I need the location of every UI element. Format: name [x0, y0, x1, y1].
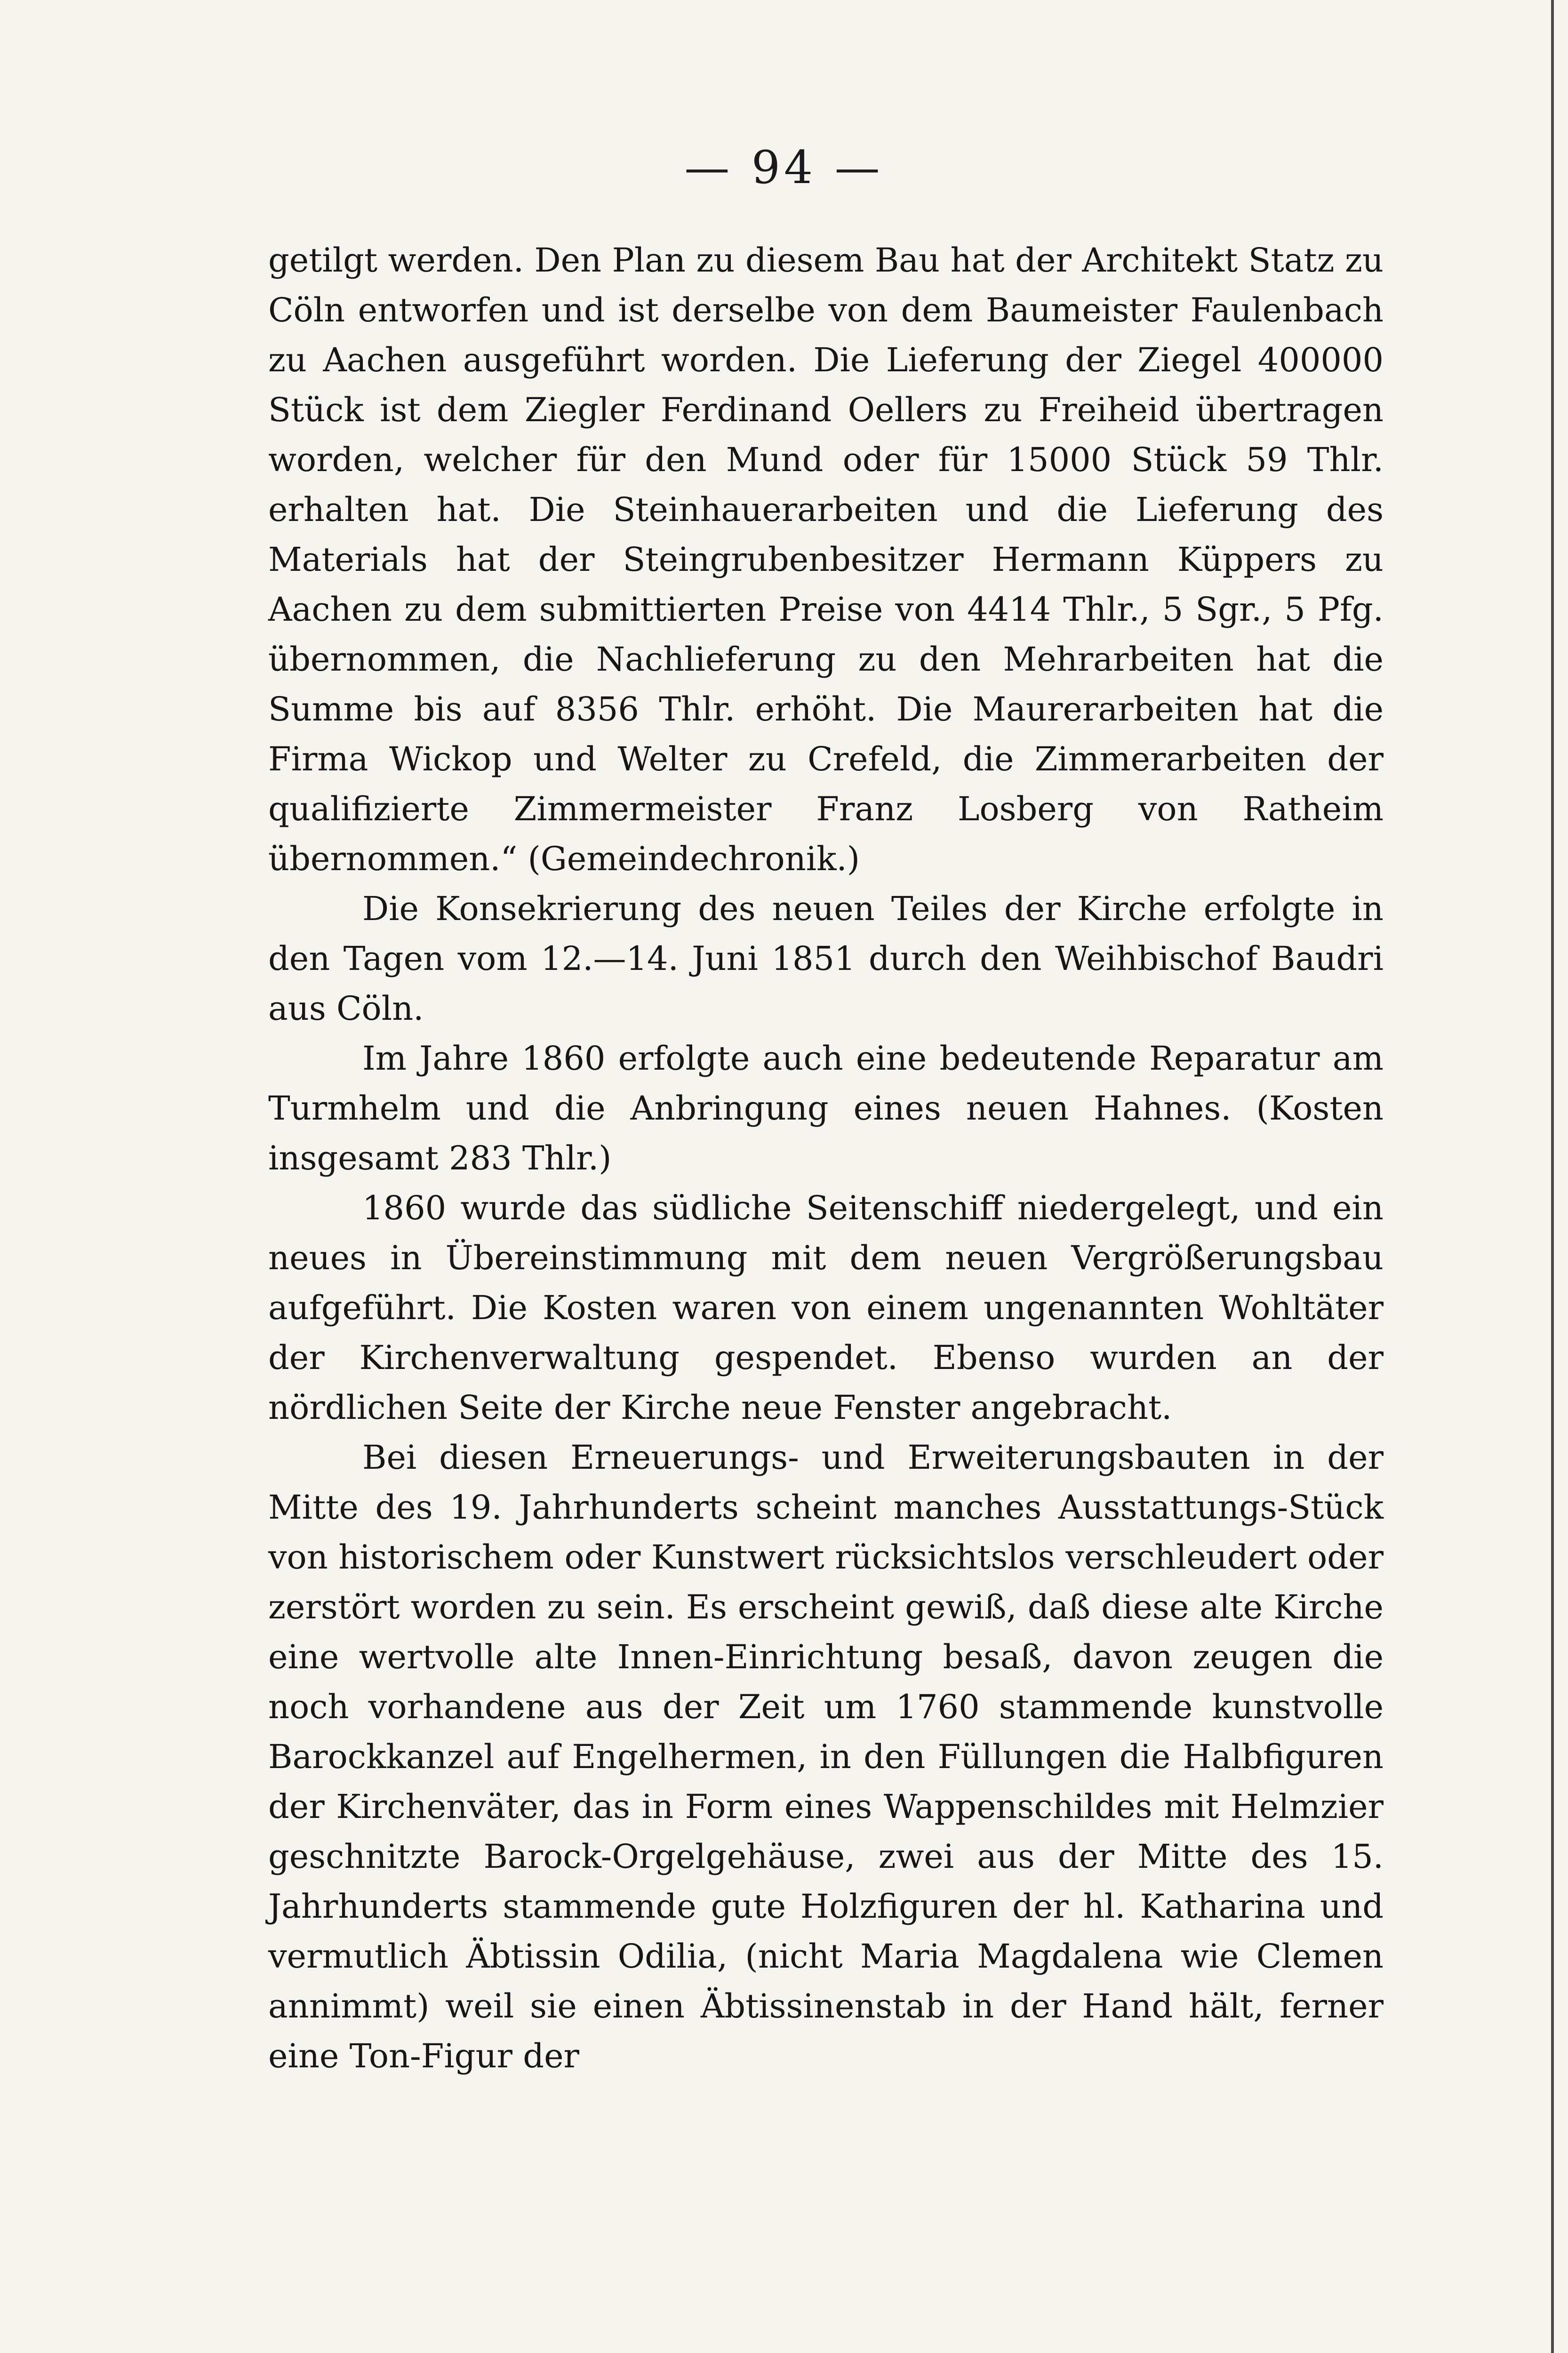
- paragraph-5: Bei diesen Erneuerungs- und Erweiterungsbauten in der Mitte des 19. Jahrhunderts scheint manches Ausstattungs-Stück von historischem oder Kunstwert rücksichtslos verschleudert oder zerstört worden zu sein. Es erscheint gewiß, daß diese alte Kirche eine wertvolle alte Innen-Einrichtung besaß, davon zeugen die noch vorhandene aus der Zeit um 1760 stammende kunstvolle Barockkanzel auf Engelhermen, in den Füllungen die Halbfiguren der Kirchenväter, das in Form eines Wappenschildes mit Helmzier geschnitzte Barock-Orgelgehäuse, zwei aus der Mitte des 15. Jahrhunderts stammende gute Holzfiguren der hl. Katharina und vermutlich Äbtissin Odilia, (nicht Maria Magdalena wie Clemen annimmt) weil sie einen Äbtissinenstab in der Hand hält, ferner eine Ton-Figur der: [268, 1438, 1384, 2075]
- paragraph-1: getilgt werden. Den Plan zu diesem Bau hat der Architekt Statz zu Cöln entworfen und ist derselbe von dem Baumeister Faulenbach zu Aachen ausgeführt worden. Die Lieferung der Ziegel 400000 Stück ist dem Ziegler Ferdinand Oellers zu Freiheid übertragen worden, welcher für den Mund oder für 15000 Stück 59 Thlr. erhalten hat. Die Steinhauerarbeiten und die Lieferung des Materials hat der Steingrubenbesitzer Hermann Küppers zu Aachen zu dem submittierten Preise von 4414 Thlr., 5 Sgr., 5 Pfg. übernommen, die Nachlieferung zu den Mehrarbeiten hat die Summe bis auf 8356 Thlr. erhöht. Die Maurerarbeiten hat die Firma Wickop und Welter zu Crefeld, die Zimmerarbeiten der qualifizierte Zimmermeister Franz Losberg von Ratheim übernommen.“ (Gemeindechronik.): [268, 241, 1384, 878]
- paragraph-4: 1860 wurde das südliche Seitenschiff niedergelegt, und ein neues in Übereinstimmung mit dem neuen Vergrößerungsbau aufgeführt. Die Kosten waren von einem ungenannten Wohltäter der Kirchenverwaltung gespendet. Ebenso wurden an der nördlichen Seite der Kirche neue Fenster angebracht.: [268, 1189, 1384, 1427]
- page-number: — 94 —: [684, 141, 884, 194]
- body-text: [268, 235, 1384, 2081]
- paragraph-2: Die Konsekrierung des neuen Teiles der Kirche erfolgte in den Tagen vom 12.—14. Juni 1851 durch den Weihbischof Baudri aus Cöln.: [268, 889, 1384, 1028]
- page-edge-line: [1551, 0, 1554, 2353]
- paragraph-3: Im Jahre 1860 erfolgte auch eine bedeutende Reparatur am Turmhelm und die Anbringung eines neuen Hahnes. (Kosten insgesamt 283 Thlr.): [268, 1039, 1384, 1177]
